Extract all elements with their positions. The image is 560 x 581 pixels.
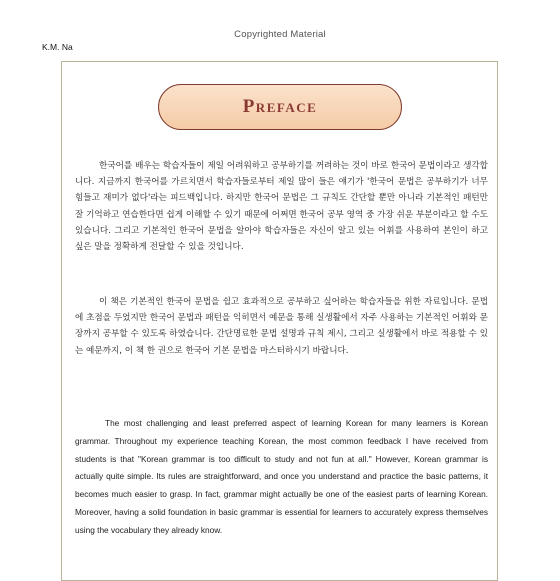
copyright-label: Copyrighted Material — [234, 29, 326, 40]
page-title: Preface — [242, 96, 318, 117]
author-name: K.M. Na — [42, 42, 73, 52]
korean-paragraph-2: 이 책은 기본적인 한국어 문법을 쉽고 효과적으로 공부하고 싶어하는 학습자들을 위한 자료입니다. 문법에 초점을 두었지만 한국어 문법과 패턴을 익히면서 예문을 통해 실생활에서 자주 사용하는 기본적인 어휘와 문장까지 공부할 수 있도록 하였습니다. 간단명료한 문법 설명과 규칙 제시, 그리고 실생활에서 바로 적용할 수 있는 예문까지, 이 책 한 권으로 한국어 기본 문법을 마스터하시기 바랍니다. — [75, 297, 488, 356]
korean-paragraph-1: 한국어를 배우는 학습자들이 제일 어려워하고 공부하기를 꺼려하는 것이 바로 한국어 문법이라고 생각합니다. 지금까지 한국어를 가르치면서 학습자들로부터 제일 많이 들은 얘기가 '한국어 문법은 공부하기가 너무 힘들고 재미가 없다'라는 피드백입니다. 하지만 한국어 문법은 그 규칙도 간단할 뿐만 아니라 기본적인 패턴만 잘 기억하고 연습한다면 쉽게 이해할 수 있기 때문에 어쩌면 한국어 공부 영역 중 가장 쉬운 부분이라고 할 수도 있습니다. 그리고 기본적인 한국어 문법을 알아야 학습자들은 자신이 알고 있는 어휘를 사용하여 본인이 하고 싶은 말을 정확하게 전달할 수 있을 것입니다. — [75, 161, 488, 253]
english-paragraph-1: The most challenging and least preferred aspect of learning Korean for many learners is Korean grammar. Throughout my experience teaching Korean, the most common feedback I have received from students is that "Korean grammar is too difficult to study and not fun at all." However, Korean grammar is actually quite simple. Its rules are straightforward, and once you understand and practice the basic patterns, it becomes much easier to grasp. In fact, grammar might actually be one of the easiest parts of learning Korean. Moreover, having a solid foundation in basic grammar is essential for learners to accurately express themselves using the vocabulary they already know. — [75, 418, 488, 535]
preface-title-banner — [158, 84, 402, 130]
